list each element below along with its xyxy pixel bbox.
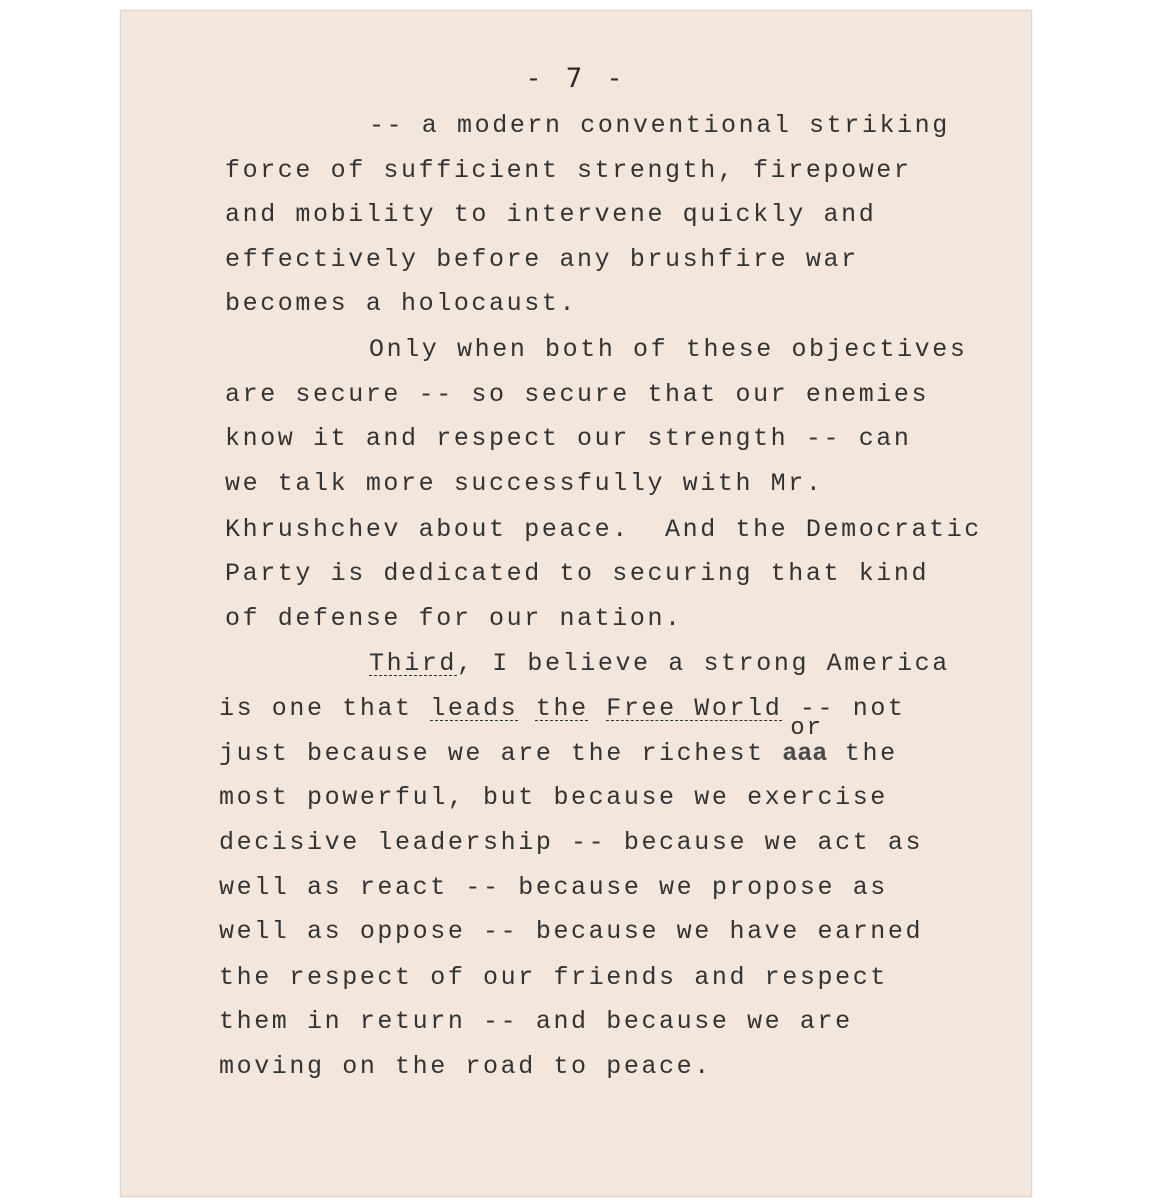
underlined-phrase: Free World xyxy=(606,694,783,723)
text-line: are secure -- so secure that our enemies xyxy=(225,380,930,409)
text-line: -- a modern conventional striking xyxy=(369,111,950,140)
text-line: effectively before any brushfire war xyxy=(225,245,859,274)
text-line: most powerful, but because we exercise xyxy=(219,783,888,812)
text-line: Khrushchev about peace. And the Democratic xyxy=(225,515,982,544)
text-line: becomes a holocaust. xyxy=(225,289,578,318)
underlined-word: leads xyxy=(430,694,519,723)
text-line: well as react -- because we propose as xyxy=(219,873,888,902)
text-line xyxy=(219,715,898,768)
underlined-word: Third xyxy=(369,649,458,678)
text-span: is one that xyxy=(219,694,431,723)
typed-correction xyxy=(782,715,828,768)
inserted-word: or xyxy=(790,715,824,742)
text-line: well as oppose -- because we have earned xyxy=(219,917,924,946)
text-line: Only when both of these objectives xyxy=(369,335,968,364)
text-line: the respect of our friends and respect xyxy=(219,963,888,992)
text-line: of defense for our nation. xyxy=(225,604,683,633)
page-number: - 7 - xyxy=(525,63,627,94)
text-line: them in return -- and because we are xyxy=(219,1007,853,1036)
text-line: moving on the road to peace. xyxy=(219,1052,712,1081)
text-line: know it and respect our strength -- can xyxy=(225,424,912,453)
text-span: , I believe a strong America xyxy=(457,649,950,678)
text-span: -- not xyxy=(782,694,906,723)
text-line: force of sufficient strength, firepower xyxy=(225,156,912,185)
text-line xyxy=(369,651,950,676)
text-span: just because we are the richest xyxy=(219,739,783,768)
underlined-word: the xyxy=(535,694,589,723)
typewritten-page xyxy=(120,10,1032,1197)
text-line: decisive leadership -- because we act as xyxy=(219,828,924,857)
text-span: the xyxy=(827,739,898,768)
text-line: Party is dedicated to securing that kind xyxy=(225,559,930,588)
text-line: we talk more successfully with Mr. xyxy=(225,469,824,498)
struck-out-text: aaa xyxy=(782,739,828,768)
text-line: and mobility to intervene quickly and xyxy=(225,200,877,229)
